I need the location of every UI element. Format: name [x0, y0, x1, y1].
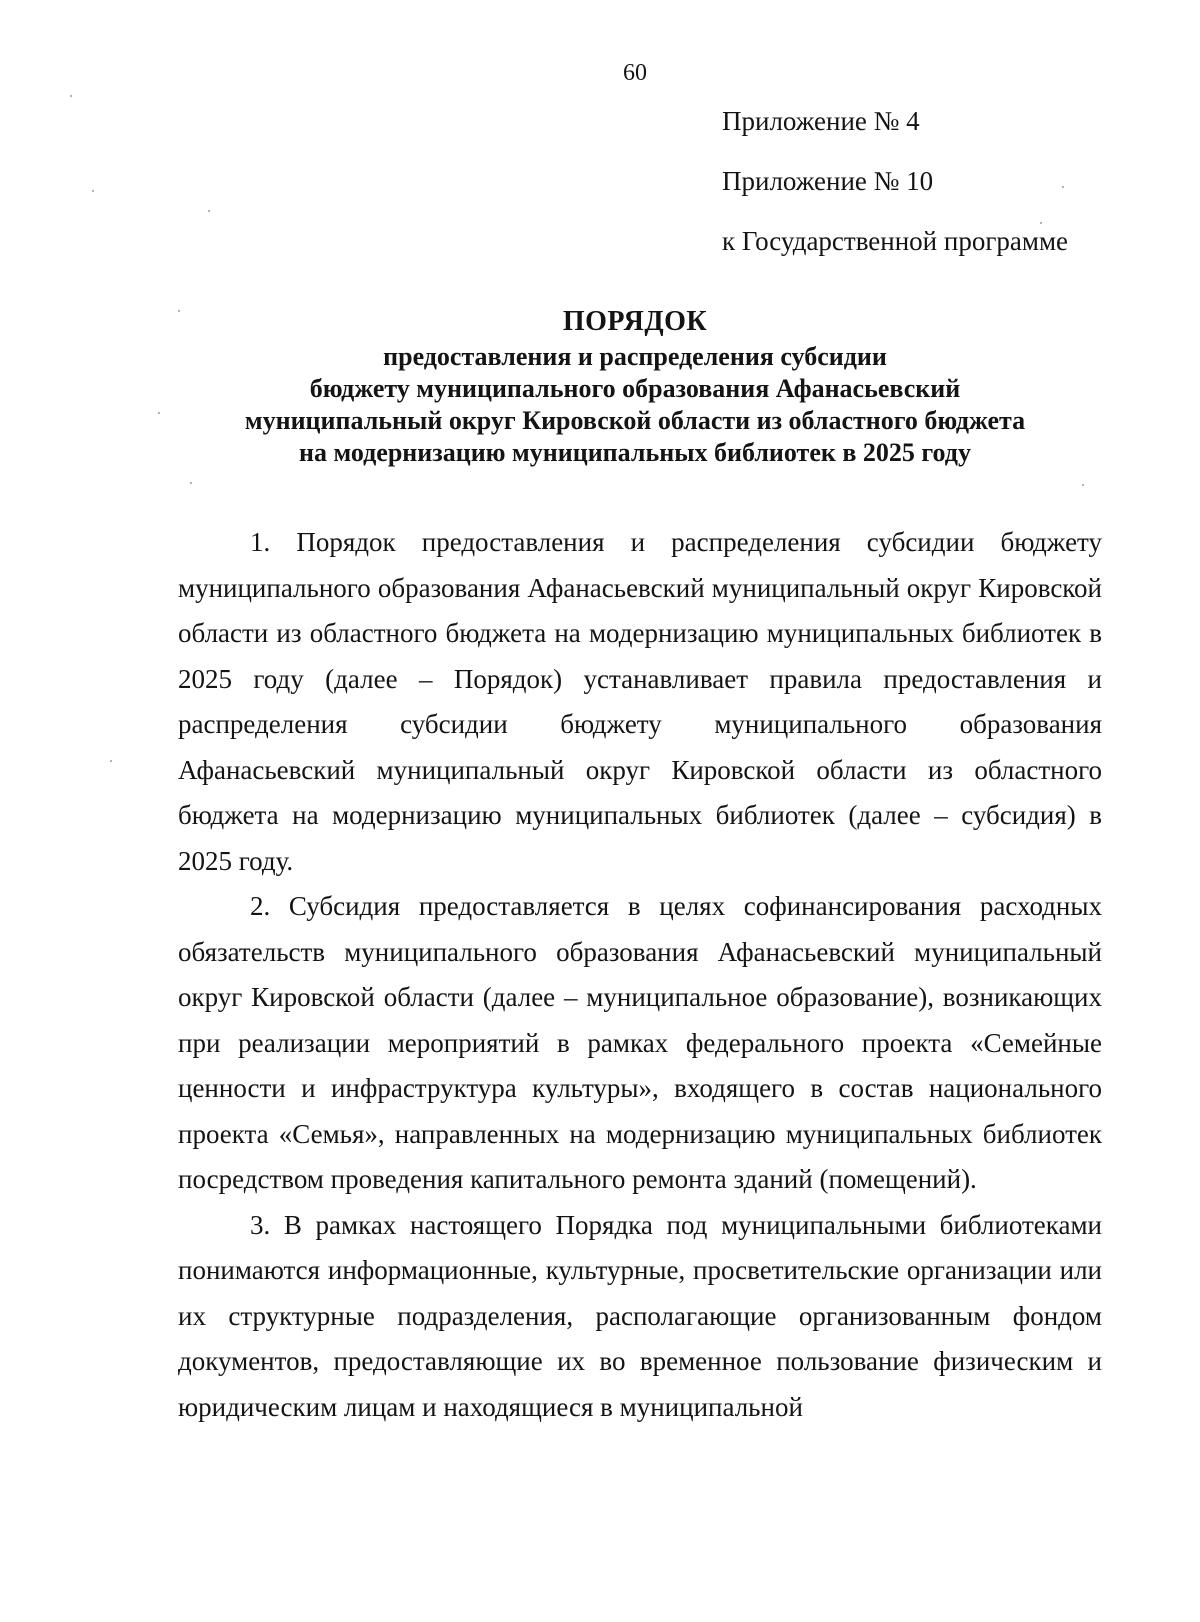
scan-speck: [110, 760, 112, 762]
title-main: ПОРЯДОК: [562, 306, 708, 337]
appendix-line-3: к Государственной программе: [722, 226, 1069, 256]
paragraph-1: 1. Порядок предоставления и распределения субсидии бюджету муниципального образования Афанасьевский муниципальный округ Кировской области из областного бюджета на модернизацию муниципальных библиотек в 2025 году (далее – Порядок) устанавливает правила предоставления и распределения субсидии бюджету муниципального образования Афанасьевский муниципальный округ Кировской области из областного бюджета на модернизацию муниципальных библиотек (далее – субсидия) в 2025 году.: [178, 527, 1102, 876]
scan-speck: [1082, 484, 1084, 486]
scan-speck: [1040, 222, 1042, 224]
appendix-line-1: Приложение № 4: [722, 106, 920, 136]
title-line-3: муниципальный округ Кировской области из областного бюджета: [244, 406, 1026, 435]
document-body: [178, 520, 1102, 1430]
scan-speck: [70, 95, 72, 97]
page-number: 60: [623, 60, 647, 86]
document-title: [150, 303, 1120, 469]
title-line-1: предоставления и распределения субсидии: [383, 342, 887, 371]
scan-speck: [208, 210, 210, 212]
scan-speck: [92, 190, 94, 192]
title-line-2: бюджету муниципального образования Афанасьевский: [309, 374, 961, 403]
title-line-4: на модернизацию муниципальных библиотек в 2025 году: [299, 438, 971, 467]
scan-speck: [1062, 186, 1064, 188]
paragraph-3: 3. В рамках настоящего Порядка под муниципальными библиотеками понимаются информационные, культурные, просветительские организации или их структурные подразделения, располагающие организованным фондом документов, предоставляющие их во временное пользование физическим и юридическим лицам и находящиеся в муниципальной: [178, 1209, 1102, 1422]
scan-speck: [190, 482, 192, 484]
scan-speck: [158, 412, 160, 414]
appendix-line-2: Приложение № 10: [722, 166, 934, 196]
scan-speck: [178, 310, 180, 312]
paragraph-2: 2. Субсидия предоставляется в целях софинансирования расходных обязательств муниципального образования Афанасьевский муниципальный округ Кировской области (далее – муниципальное образование), возникающих при реализации мероприятий в рамках федерального проекта «Семейные ценности и инфраструктура культуры», входящего в состав национального проекта «Семья», направленных на модернизацию муниципальных библиотек посредством проведения капитального ремонта зданий (помещений).: [178, 891, 1102, 1194]
